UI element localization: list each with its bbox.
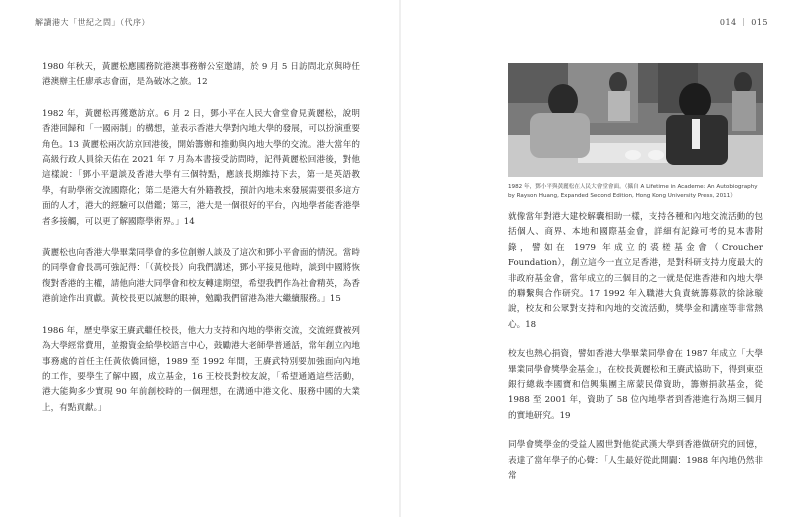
- running-head-left: 解讀港大「世紀之問」（代序）: [35, 18, 150, 27]
- paragraph: 同學會獎學金的受益人國世對他從武漢大學到香港做研究的回憶，表達了當年學子的心聲：「人生最好從此開闢：1988 年內地仍然非常: [508, 440, 763, 482]
- photo-illustration: [508, 63, 763, 177]
- paragraph: 1980 年秋天，黃麗松應國務院港澳事務辦公室邀請，於 9 月 5 日訪問北京與時任港澳辦主任廖承志會面，是為破冰之旅。12: [42, 62, 360, 88]
- photo-caption: 1982 年，鄧小平與黃麗松在人民大會堂會面。（攝自 A Lifetime in Academe: An Autobiography by Rayson Huang, Expanded Second Edition, Hong Kong University Press, 2011）: [508, 184, 758, 199]
- left-page-body: [42, 60, 360, 432]
- page-numbers: 014 ｜ 015: [719, 18, 768, 27]
- paragraph: 1986 年，歷史學家王賡武繼任校長，他大力支持和內地的學術交流，交流經費被列為大學經常費用，並撥資金給學校語言中心，鼓勵港大老師學普通話，常年創立內地事務處的首任主任黃依僑回憶，1989 至 1992 年間，王賡武特別要加強面向內地的工作，要學生了解中國，成立基金，16 王校長對校友說，「希望通過這些活動，港大能夠多少實現 90 年前創校時的一個理想，在溝通中港文化、服務中國的大業上，有點貢獻。」: [42, 325, 360, 413]
- paragraph: 就像當年對港大建校解囊相助一樣，支持各種和內地交流活動的包括個人、商界、本地和國際基金會，詳細有記錄可考的見本書附錄，譬如在 1979 年成立的裘槎基金會（Croucher Foundation），創立這今一直立足香港，是對科研支持力度最大的非政府基金會，當年成立的三個目的之一就是促進香港和內地大學的聯繫與合作研究。17 1992 年入職港大負責統籌募款的徐詠璇說，校友和公眾對支持和內地的交流活動，獎學金和講座等非常熱心。18: [508, 212, 763, 330]
- paragraph: 1982 年，黃麗松再獲邀訪京。6 月 2 日，鄧小平在人民大會堂會見黃麗松，說明香港回歸和「一國兩制」的構想，並表示香港大學對內地大學的發展，可以扮演重要角色。13 黃麗松兩次訪京回港後，開始籌辦和推動與內地大學的交流。港大當年的高級行政人員徐天佑在 2021 年 7 月為本書接受訪問時，記得黃麗松回港後，對他這樣說：「鄧小平還談及香港大學有三個特點，應該長期維持下去，第一是英語教學，有助學術交流國際化；第二是港大有外籍教授，預計內地未來發展需要很多這方面的人才，港大的經驗可以借鑑；第三，港大是一個很好的平台，內地學者能香港學者多接觸，可以更了解國際學術界。」14: [42, 108, 360, 227]
- historic-photo: [508, 63, 763, 177]
- page-gutter: [399, 0, 401, 517]
- paragraph: 黃麗松也向香港大學畢業同學會的多位創辦人談及了這次和鄧小平會面的情況。當時的同學會會長馮可強記得：「（黃校長）向我們講述，鄧小平接見他時，談到中國將恢復對香港的主權，請他向港大同學會和校友轉達期望，希望我們作為社會精英，為香港前途作出貢獻。黃校長更以誠懇的眼神，勉勵我們留港為港大繼續服務。」15: [42, 248, 360, 305]
- paragraph: 校友也熱心捐資，譬如香港大學畢業同學會在 1987 年成立「大學畢業同學會獎學金基金」，在校長黃麗松和王賡武協助下，得到東亞銀行總裁李國寶和信興集團主席蒙民偉資助，籌辦捐款基金，從 1988 至 2001 年，資助了 58 位內地學者到香港進行為期三個月的實地研究。19: [508, 349, 763, 421]
- right-page-body: [508, 210, 763, 499]
